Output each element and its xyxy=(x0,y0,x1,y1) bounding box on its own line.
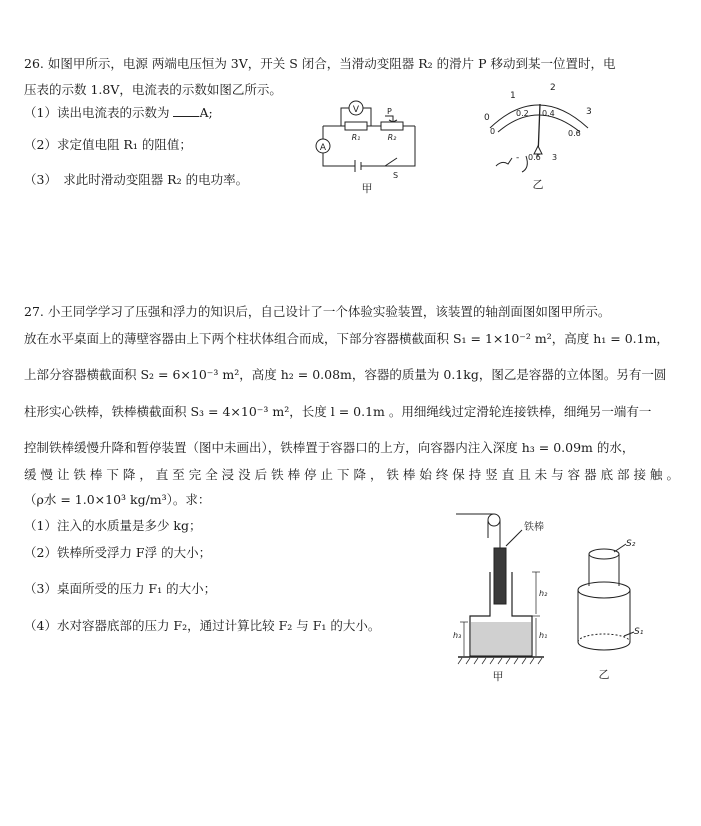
q27-line2: 放在水平桌面上的薄壁容器由上下两个柱状体组合而成，下部分容器横截面积 S₁ = 1×10⁻² m²，高度 h₁ = 0.1m， xyxy=(24,331,669,346)
q27-line4: 柱形实心铁棒，铁棒横截面积 S₃ = 4×10⁻³ m²，长度 l = 0.1m 。用细绳线过定滑轮连接铁棒，细绳另一端有一 xyxy=(24,404,652,419)
scale-bottom-0.2: 0.2 xyxy=(516,109,529,118)
scale-bottom-0.6: 0.6 xyxy=(568,129,581,138)
q26-sub3: （3） 求此时滑动变阻器 R₂ 的电功率。 xyxy=(24,172,249,187)
container-3d-figure xyxy=(574,540,660,686)
q27-sub1: （1）注入的水质量是多少 kg； xyxy=(24,518,202,533)
scale-top-1: 1 xyxy=(510,91,516,101)
s1-label: S₁ xyxy=(634,627,644,637)
answer-blank[interactable] xyxy=(173,106,199,117)
pulley xyxy=(488,514,500,526)
s2-label: S₂ xyxy=(626,539,636,549)
ammeter-dial xyxy=(476,76,602,194)
fig-b-caption: 乙 xyxy=(598,668,610,681)
scale-top-2: 2 xyxy=(550,83,556,93)
terminal-3: 3 xyxy=(552,153,558,162)
circuit-caption: 甲 xyxy=(361,182,373,195)
scale-bottom-0: 0 xyxy=(490,127,496,136)
iron-rod xyxy=(494,548,506,604)
terminal-0.6: 0.6 xyxy=(528,153,541,162)
resistor-r1 xyxy=(345,122,367,130)
q26-sub1 xyxy=(24,105,213,121)
q26-stem-line2: 压表的示数 1.8V，电流表的示数如图乙所示。 xyxy=(24,82,282,97)
q26-stem-line1: 26. 如图甲所示，电源 两端电压恒为 3V，开关 S 闭合，当滑动变阻器 R₂ 的滑片 P 移动到某一位置时，电 xyxy=(24,56,616,71)
q26-sub2: （2）求定值电阻 R₁ 的阻值； xyxy=(24,137,192,152)
h2-label: h₂ xyxy=(539,589,548,598)
q27-line1: 27. 小王同学学习了压强和浮力的知识后，自己设计了一个体验实验装置，该装置的轴剖面图如图甲所示。 xyxy=(24,304,611,319)
scale-bottom-0.4: 0.4 xyxy=(542,109,555,118)
q27-line6: 缓 慢 让 铁 棒 下 降 ， 直 至 完 全 浸 没 后 铁 棒 停 止 下 降 ， 铁 棒 始 终 保 持 竖 直 且 未 与 容 器 底 部 接 触 。 xyxy=(24,467,679,482)
h1-label: h₁ xyxy=(539,631,548,640)
q27-line7: （ρ水 = 1.0×10³ kg/m³）。求： xyxy=(24,492,211,507)
rod-label: 铁棒 xyxy=(524,522,544,533)
ammeter-label: A xyxy=(319,143,327,153)
switch-label: S xyxy=(393,171,399,180)
terminal-minus: - xyxy=(516,153,520,163)
scale-top-3: 3 xyxy=(586,107,592,117)
q27-line5: 控制铁棒缓慢升降和暂停装置（图中未画出），铁棒置于容器口的上方，向容器内注入深度 h₃ = 0.09m 的水， xyxy=(24,440,635,455)
container-section-figure xyxy=(452,500,570,686)
q26-sub1-text: （1）读出电流表的示数为 xyxy=(24,105,170,120)
scale-top-0: 0 xyxy=(484,113,490,123)
q27-line3: 上部分容器横截面积 S₂ = 6×10⁻³ m²，高度 h₂ = 0.08m，容器的质量为 0.1kg，图乙是容器的立体图。另有一圆 xyxy=(24,367,667,382)
slider-label: P xyxy=(387,107,392,116)
water-fill xyxy=(471,622,531,655)
q27-sub3: （3）桌面所受的压力 F₁ 的大小； xyxy=(24,581,217,596)
resistor-r2 xyxy=(381,122,403,130)
q27-sub2: （2）铁棒所受浮力 F浮 的大小； xyxy=(24,545,212,560)
circuit-diagram xyxy=(315,96,425,196)
h3-label: h₃ xyxy=(453,631,462,640)
q27-sub4: （4）水对容器底部的压力 F₂，通过计算比较 F₂ 与 F₁ 的大小。 xyxy=(24,618,381,633)
meter-caption: 乙 xyxy=(532,178,544,191)
q26-sub1-unit: A; xyxy=(199,105,213,120)
r2-label: R₂ xyxy=(387,133,397,142)
voltmeter-label: V xyxy=(352,105,360,115)
fig-a-caption: 甲 xyxy=(492,670,504,683)
r1-label: R₁ xyxy=(351,133,361,142)
